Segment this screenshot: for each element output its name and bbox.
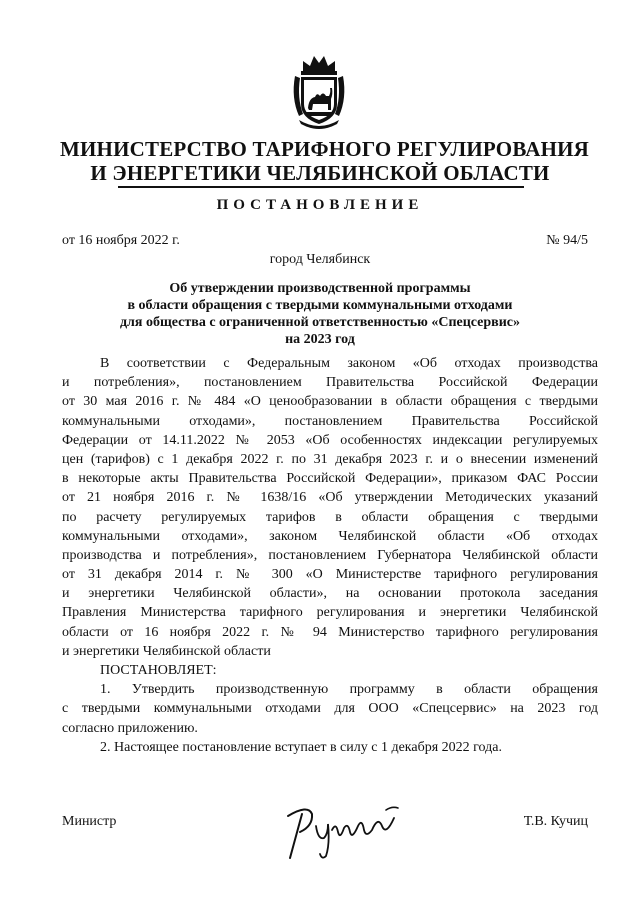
preamble-line: Федерации от 14.11.2022 № 2053 «Об особенностях индексации регулируемых (62, 432, 598, 448)
ministry-name-line1: МИНИСТЕРСТВО ТАРИФНОГО РЕГУЛИРОВАНИЯ (60, 137, 590, 161)
preamble-line: производства и потребления», постановлением Губернатора Челябинской области (62, 547, 598, 563)
preamble-line: В соответствии с Федеральным законом «Об отходах производства (100, 356, 598, 371)
signer-title: Министр (62, 814, 117, 829)
header-underline (118, 186, 524, 188)
document-subject (80, 280, 560, 348)
subject-line: для общества с ограниченной ответственностью «Спецсервис» (119, 315, 521, 330)
preamble-line: коммунальными отходами», законом Челябинской области «Об отходах (62, 528, 598, 544)
subject-line: Об утверждении производственной программы (169, 281, 471, 296)
ministry-name (60, 137, 590, 185)
document-type: ПОСТАНОВЛЕНИЕ (216, 197, 424, 213)
document-date: от 16 ноября 2022 г. (62, 233, 180, 248)
preamble-line: и энергетики Челябинской области (62, 643, 271, 659)
item1-line: 1. Утвердить производственную программу в области обращения (100, 682, 598, 698)
handwritten-signature (282, 796, 412, 862)
preamble-line: от 31 декабря 2014 г. № 300 «О Министерстве тарифного регулирования (62, 567, 598, 583)
document-city: город Челябинск (269, 252, 371, 267)
item1-line: согласно приложению. (62, 720, 198, 736)
preamble-line: от 30 мая 2016 г. № 484 «О ценообразовании в области обращения с твердыми (62, 394, 598, 410)
preamble-line: цен (тарифов) с 1 декабря 2022 г. по 31 декабря 2023 г. и о внесении изменений (62, 451, 598, 467)
preamble-line: области от 16 ноября 2022 г. № 94 Министерство тарифного регулирования (62, 624, 598, 640)
signer-name: Т.В. Кучиц (523, 814, 588, 829)
document-body (62, 354, 598, 757)
subject-line: в области обращения с твердыми коммунальными отходами (127, 298, 513, 313)
preamble-line: от 21 ноября 2016 г. № 1638/16 «Об утверждении Методических указаний (62, 490, 598, 506)
resolves-heading: ПОСТАНОВЛЯЕТ: (100, 663, 217, 678)
preamble-line: и потребления», постановлением Правительства Российской Федерации (62, 375, 598, 391)
item2-line: 2. Настоящее постановление вступает в силу с 1 декабря 2022 года. (100, 739, 502, 755)
preamble-line: коммунальными отходами», постановлением Правительства Российской (62, 413, 598, 429)
preamble-line: Правления Министерства тарифного регулирования и энергетики Челябинской (62, 605, 598, 621)
subject-line: на 2023 год (285, 332, 355, 347)
ministry-name-line2: И ЭНЕРГЕТИКИ ЧЕЛЯБИНСКОЙ ОБЛАСТИ (90, 161, 550, 185)
coat-of-arms-emblem (287, 52, 351, 130)
item1-line: с твердыми коммунальными отходами для ООО «Спецсервис» на 2023 год (62, 701, 598, 717)
preamble-line: и энергетики Челябинской области», на основании протокола заседания (62, 586, 598, 602)
preamble-line: по расчету регулируемых тарифов в области обращения с твердыми (62, 509, 598, 525)
document-number: № 94/5 (546, 233, 588, 248)
preamble-line: в некоторые акты Правительства Российской Федерации», приказом ФАС России (62, 471, 598, 487)
